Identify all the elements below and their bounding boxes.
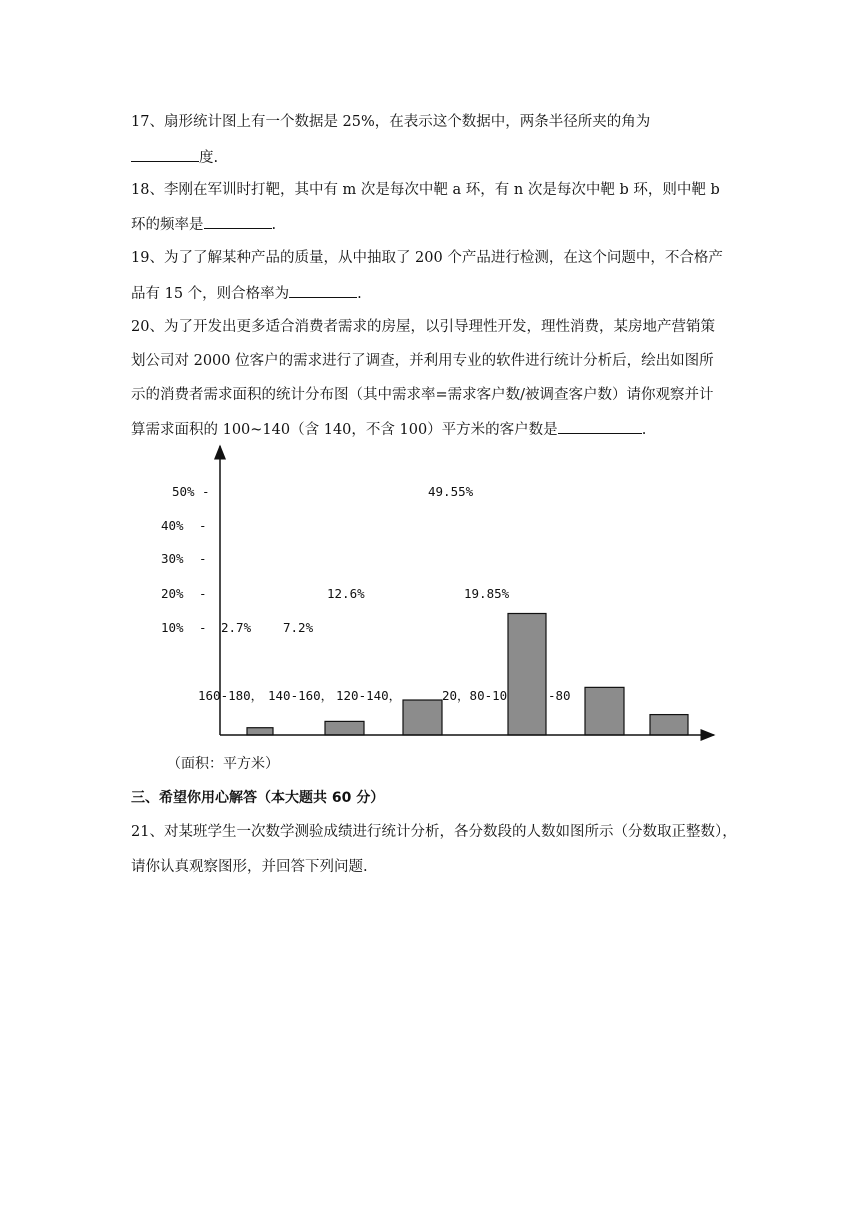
data-label-12-6: 12.6% — [327, 586, 365, 601]
bar-6 — [650, 715, 688, 735]
q20-answer-line — [131, 418, 646, 440]
y-tick-10: 10% — [161, 620, 184, 635]
q19-prefix: 品有 15 个，则合格率为 — [131, 286, 290, 302]
q19-answer-line — [131, 282, 362, 304]
q18-prefix: 环的频率是 — [131, 217, 204, 233]
q18-suffix: . — [271, 217, 277, 233]
y-tick-40: 40% — [161, 518, 184, 533]
q19-blank[interactable] — [289, 282, 357, 298]
q20-text-1: 20、为了开发出更多适合消费者需求的房屋，以引导理性开发，理性消费，某房地产营销策 — [131, 319, 715, 335]
category-label-140-160: 140-160， — [268, 688, 334, 703]
y-tick-30-dash: - — [199, 551, 207, 566]
q20-text-3: 示的消费者需求面积的统计分布图（其中需求率=需求客户数/被调查客户数）请你观察并计 — [131, 387, 714, 403]
category-label-80-100: 20，80-10 — [442, 688, 508, 703]
y-tick-50-dash: - — [202, 484, 210, 499]
q19-text: 19、为了了解某种产品的质量，从中抽取了 200 个产品进行检测，在这个问题中，不合格产 — [131, 250, 723, 266]
q17-answer-line — [131, 146, 218, 168]
x-axis-unit-note: （面积：平方米） — [167, 756, 279, 772]
q17-text: 17、扇形统计图上有一个数据是 25%，在表示这个数据中，两条半径所夹的角为 — [131, 114, 651, 130]
q21-text-1: 21、对某班学生一次数学测验成绩进行统计分析，各分数段的人数如图所示（分数取正整数）， — [131, 824, 737, 840]
section-3-heading: 三、希望你用心解答（本大题共 60 分） — [131, 790, 385, 806]
bar-4 — [508, 614, 546, 736]
data-label-7-2: 7.2% — [283, 620, 314, 635]
q20-text-2: 划公司对 2000 位客户的需求进行了调查，并利用专业的软件进行统计分析后，绘出如图所 — [131, 353, 714, 369]
q17-blank[interactable] — [131, 146, 199, 162]
q18-answer-line — [131, 213, 276, 235]
category-label-120-140: 120-140， — [336, 688, 402, 703]
data-label-49-55: 49.55% — [428, 484, 474, 499]
q20-blank[interactable] — [558, 418, 642, 434]
bar-3 — [403, 700, 442, 735]
q18-blank[interactable] — [204, 213, 272, 229]
y-tick-50: 50% — [172, 484, 195, 499]
q20-suffix: . — [641, 422, 647, 438]
y-tick-10-dash: - — [199, 620, 207, 635]
bar-1 — [247, 728, 273, 735]
data-label-19-85: 19.85% — [464, 586, 510, 601]
bar-2 — [325, 721, 364, 735]
demand-area-bar-chart — [0, 440, 860, 760]
q18-text: 18、李刚在军训时打靶，其中有 m 次是每次中靶 a 环，有 n 次是每次中靶 b 环，则中靶 b — [131, 182, 720, 198]
y-tick-20: 20% — [161, 586, 184, 601]
q20-prefix: 算需求面积的 100~140（含 140，不含 100）平方米的客户数是 — [131, 422, 558, 438]
bar-5 — [585, 687, 624, 735]
q21-text-2: 请你认真观察图形，并回答下列问题. — [131, 859, 368, 875]
y-tick-20-dash: - — [199, 586, 207, 601]
y-tick-40-dash: - — [199, 518, 207, 533]
q17-suffix: 度. — [199, 150, 219, 166]
data-label-2-7: 2.7% — [221, 620, 252, 635]
category-label-below-80: -80 — [548, 688, 571, 703]
category-label-160-180: 160-180， — [198, 688, 264, 703]
q19-suffix: . — [357, 286, 362, 302]
y-tick-30: 30% — [161, 551, 184, 566]
